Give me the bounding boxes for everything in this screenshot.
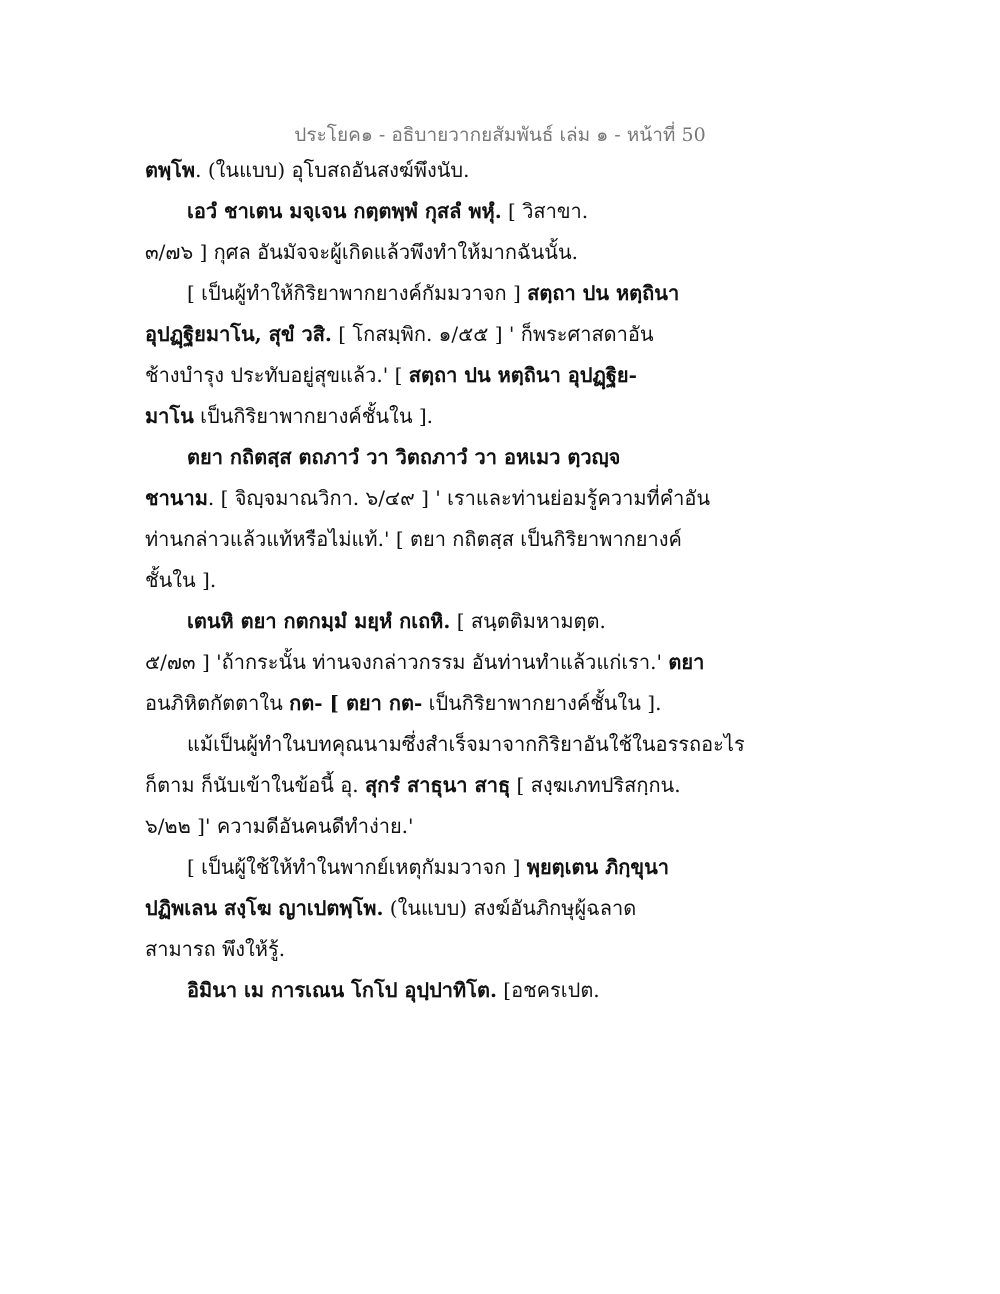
- document-body: [145, 150, 745, 1011]
- thai-text: เป็นกิริยาพากยางค์ชั้นใน ].: [193, 404, 434, 428]
- text-line: [145, 724, 745, 765]
- text-line: [145, 847, 715, 888]
- thai-text: ๓/๗๖ ] กุศล อันมัจจะผู้เกิดแล้วพึงทำให้มากฉันนั้น.: [145, 240, 578, 264]
- thai-text: [ เป็นผู้ทำให้กิริยาพากยางค์กัมมวาจก ]: [187, 281, 528, 305]
- pali-text: อุปฏฺฐิยมาโน, สุขํ วสิ.: [145, 322, 332, 346]
- thai-text: ก็ตาม ก็นับเข้าในข้อนี้ อุ.: [145, 773, 365, 797]
- thai-text: ๖/๒๒ ]' ความดีอันคนดีทำง่าย.': [145, 814, 414, 838]
- pali-text: อิมินา เม การเณน โกโป อุปฺปาทิโต.: [187, 978, 497, 1002]
- thai-text: . (ในแบบ) อุโบสถอันสงฆ์พึงนับ.: [195, 158, 470, 182]
- thai-text: สามารถ พึงให้รู้.: [145, 937, 286, 961]
- thai-text: . [ จิญฺจมาณวิกา. ๖/๔๙ ] ' เราและท่านย่อมรู้ความที่คำอัน: [207, 486, 711, 510]
- pali-text: มาโน: [145, 404, 194, 428]
- pali-text: ตพฺโพ: [145, 158, 196, 182]
- text-line: [145, 314, 715, 355]
- text-line: [145, 642, 715, 683]
- text-line: [145, 355, 715, 396]
- pali-text: สตฺถา ปน หตฺถินา: [527, 281, 680, 305]
- thai-text: [ สงฺฆเภทปริสกฺกน.: [510, 773, 681, 797]
- pali-text: สตฺถา ปน หตฺถินา อุปฏฺฐิย-: [408, 363, 637, 387]
- text-line: [145, 396, 715, 437]
- thai-text: เป็นกิริยาพากยางค์ชั้นใน ].: [422, 691, 662, 715]
- text-line: [145, 601, 715, 642]
- page-header: ประโยค๑ - อธิบายวากยสัมพันธ์ เล่ม ๑ - หน้าที่ 50: [294, 124, 706, 146]
- text-line: [145, 765, 715, 806]
- text-line: [145, 232, 715, 273]
- text-line: [145, 273, 715, 314]
- thai-text: (ในแบบ) สงฆ์อันภิกษุผู้ฉลาด: [383, 896, 637, 920]
- pali-text: เตนหิ ตยา กตกมฺมํ มยฺหํ กเถหิ.: [187, 609, 451, 633]
- thai-text: [ โกสมฺพิก. ๑/๕๕ ] ' ก็พระศาสดาอัน: [331, 322, 654, 346]
- pali-text: กต- [ ตยา กต-: [289, 691, 423, 715]
- thai-text: อนภิหิตกัตตาใน: [145, 691, 290, 715]
- text-line: [145, 806, 715, 847]
- pali-text: ปฏิพเลน สงฺโฆ ญาเปตพฺโพ.: [145, 896, 384, 920]
- pali-text: พฺยตฺเตน ภิกฺขุนา: [526, 855, 669, 879]
- thai-text: ชั้นใน ].: [145, 568, 217, 592]
- thai-text: ๕/๗๓ ] 'ถ้ากระนั้น ท่านจงกล่าวกรรม อันท่านทำแล้วแก่เรา.': [145, 650, 669, 674]
- text-line: [145, 191, 715, 232]
- thai-text: ช้างบำรุง ประทับอยู่สุขแล้ว.' [: [145, 363, 409, 387]
- text-line: [145, 683, 715, 724]
- pali-text: สุกรํ สาธุนา สาธุ: [364, 773, 511, 797]
- text-line: [145, 519, 715, 560]
- text-line: [145, 970, 715, 1011]
- pali-text: เอวํ ชาเตน มจฺเจน กตฺตพฺพํ กุสลํ พหุํ.: [187, 199, 502, 223]
- text-line: [145, 929, 715, 970]
- text-line: [145, 888, 715, 929]
- thai-text: แม้เป็นผู้ทำในบทคุณนามซึ่งสำเร็จมาจากกิริยาอันใช้ในอรรถอะไร: [187, 732, 745, 756]
- thai-text: [ วิสาขา.: [501, 199, 589, 223]
- pali-text: ตยา: [668, 650, 705, 674]
- pali-text: ตยา กถิตสฺส ตถภาวํ วา วิตถภาวํ วา อหเมว ตฺวญฺจ: [187, 445, 621, 469]
- text-line: [145, 150, 715, 191]
- thai-text: ท่านกล่าวแล้วแท้หรือไม่แท้.' [ ตยา กถิตสฺส เป็นกิริยาพากยางค์: [145, 527, 682, 551]
- pali-text: ชานาม: [145, 486, 208, 510]
- text-line: [145, 478, 715, 519]
- thai-text: [อชครเปต.: [496, 978, 600, 1002]
- thai-text: [ เป็นผู้ใช้ให้ทำในพากย์เหตุกัมมวาจก ]: [187, 855, 527, 879]
- text-line: [145, 560, 715, 601]
- thai-text: [ สนฺตติมหามตฺต.: [450, 609, 606, 633]
- text-line: [145, 437, 715, 478]
